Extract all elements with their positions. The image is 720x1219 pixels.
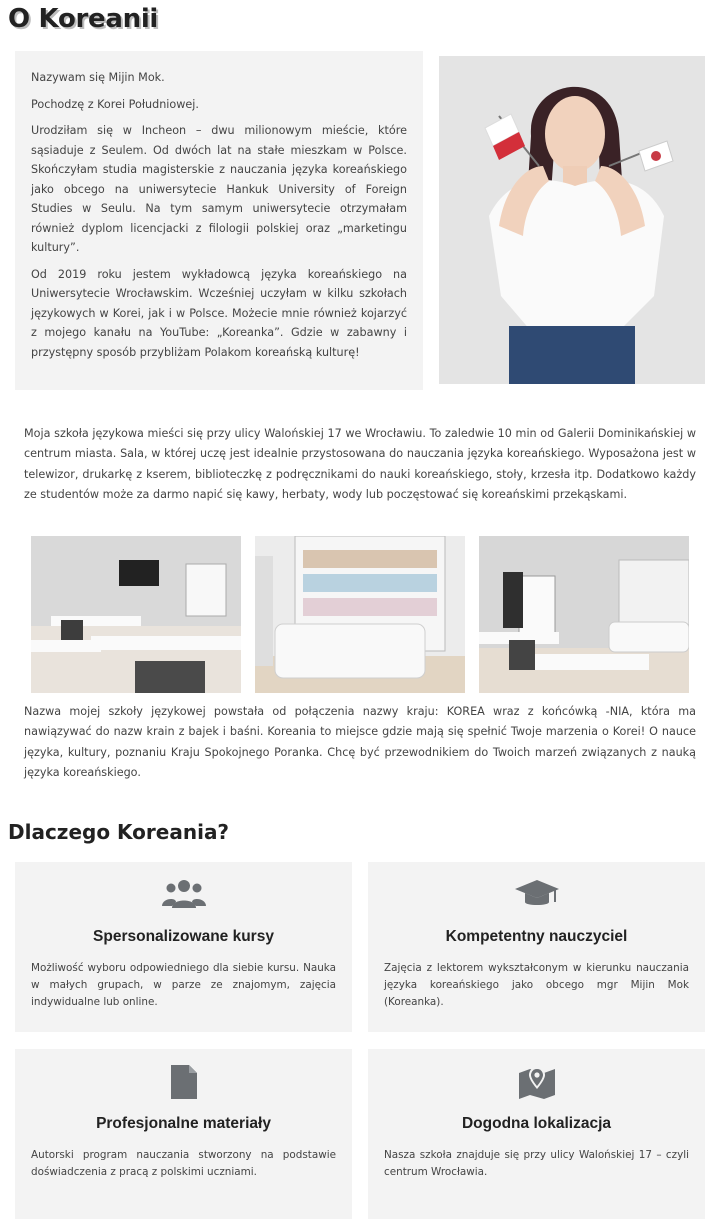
feature-card-teacher [368,862,705,1032]
feature-card-materials [15,1049,352,1219]
about-paragraph: Pochodzę z Korei Południowej. [31,97,199,111]
about-paragraph: Urodziłam się w Incheon – dwu milionowym mieście, które sąsiaduje z Seulem. Od dwóch lat na stałe mieszkam w Polsce. Skończyłam studia magisterskie z nauczania języka koreańskiego jako obcego na uniwersytecie Hankuk University of Foreign Studies w Seulu. Na tym samym uniwersytecie otrzymałam również dyplom licencjacki z filologii polskiej oraz „marketingu kultury”. [31,124,407,254]
feature-card-text: Zajęcia z lektorem wykształconym w kierunku nauczania języka koreańskiego jako obcego mgr Mijin Mok (Koreanka). [384,962,689,1008]
about-paragraph: Od 2019 roku jestem wykładowcą języka koreańskiego na Uniwersytecie Wrocławskim. Wcześniej uczyłam w kilku szkołach językowych w Korei, jak i w Polsce. Możecie mnie również kojarzyć z mojego kanału na YouTube: „Koreanka”. Gdzie w zabawny i przystępny sposób przybliżam Polakom koreańską kulturę! [31,267,407,359]
about-paragraph: Nazywam się Mijin Mok. [31,71,165,84]
feature-card-location [368,1049,705,1219]
feature-card-text: Możliwość wyboru odpowiedniego dla siebie kursu. Nauka w małych grupach, w parze ze znajomym, zajęcia indywidualne lub online. [31,962,336,1008]
feature-card-title: Spersonalizowane kursy [93,928,274,945]
graduation-cap-icon [368,876,705,914]
teacher-portrait [439,56,705,384]
feature-card-title: Kompetentny nauczyciel [445,928,628,945]
feature-card-title: Dogodna lokalizacja [461,1115,611,1132]
map-pin-icon [368,1063,705,1101]
about-text-panel [15,51,423,390]
classroom-photo-sofa [255,536,465,693]
feature-card-text: Nasza szkoła znajduje się przy ulicy Walońskiej 17 – czyli centrum Wrocławia. [384,1149,689,1178]
feature-card-personalized [15,862,352,1032]
classroom-photo-tables [31,536,241,693]
feature-card-title: Profesjonalne materiały [96,1115,271,1132]
feature-card-text: Autorski program nauczania stworzony na podstawie doświadczenia z pracą z polskimi uczniami. [31,1149,336,1178]
why-heading: Dlaczego Koreania? [8,820,230,844]
school-intro-text: Moja szkoła językowa mieści się przy ulicy Walońskiej 17 we Wrocławiu. To zaledwie 10 min od Galerii Dominikańskiej w centrum miasta. Sala, w której uczę jest idealnie przystosowana do nauczania języka koreańskiego. Wyposażona jest w telewizor, drukarkę z kserem, biblioteczkę z podręcznikami do nauki koreańskiego, stoły, krzesła itp. Dodatkowo każdy ze studentów może za darmo napić się kawy, herbaty, wody lub poczęstować się koreańskimi przekąskami. [24,427,696,501]
page-title: O Koreanii [8,4,159,34]
document-icon [15,1063,352,1101]
users-icon [15,876,352,914]
school-name-origin-text: Nazwa mojej szkoły językowej powstała od połączenia nazwy kraju: KOREA wraz z końcówką -NIA, która ma nawiązywać do nazw krain z bajek i baśni. Koreania to miejsce gdzie mają się spełnić Twoje marzenia o Korei! O nauce języka, kultury, poznaniu Kraju Spokojnego Poranka. Chcę być przewodnikiem do Twoich marzeń związanych z nauką języka koreańskiego. [24,705,696,779]
classroom-photo-teacher [479,536,689,693]
